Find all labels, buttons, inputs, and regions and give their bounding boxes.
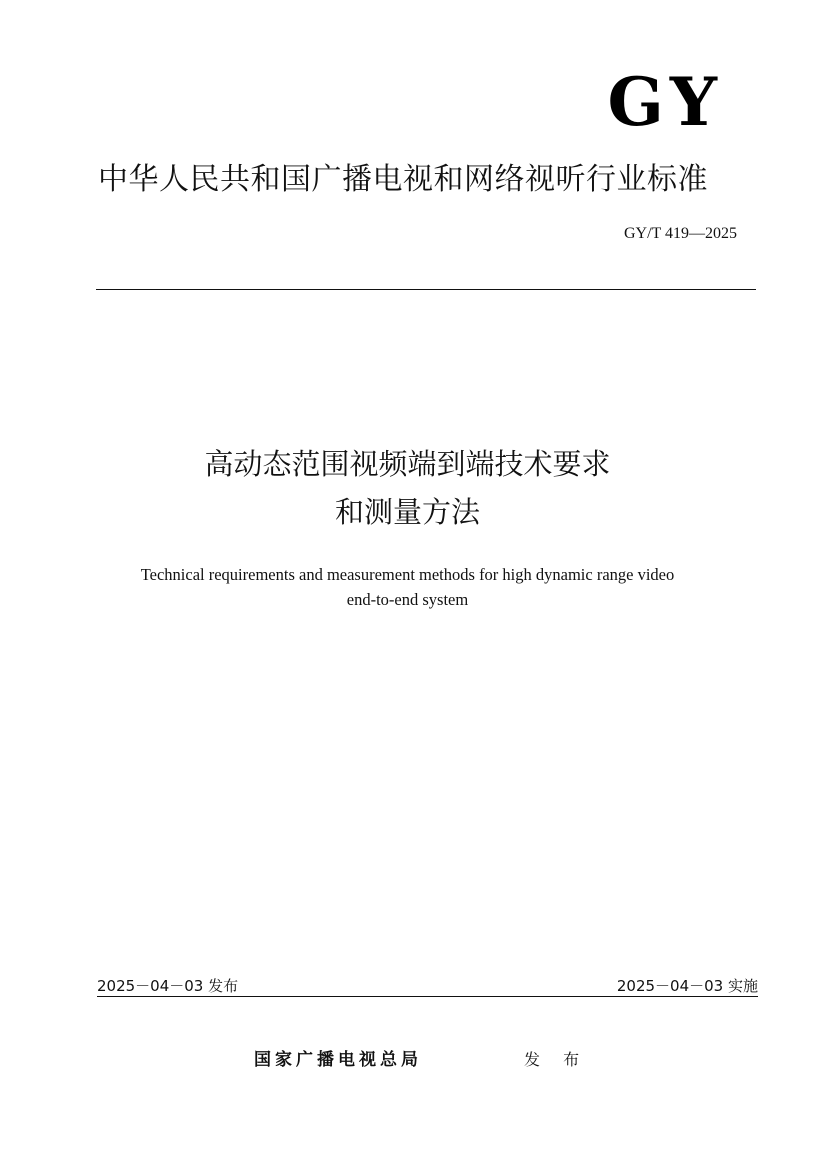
date-row bbox=[97, 976, 758, 997]
standard-category: 中华人民共和国广播电视和网络视听行业标准 bbox=[98, 162, 708, 197]
issuing-authority: 国家广播电视总局 bbox=[254, 1050, 422, 1070]
standard-code: GY/T 419—2025 bbox=[623, 225, 737, 242]
title-chinese-line-1: 高动态范围视频端到端技术要求 bbox=[204, 447, 611, 481]
header-divider bbox=[96, 289, 756, 290]
title-chinese-line-2: 和测量方法 bbox=[334, 495, 480, 529]
title-chinese bbox=[0, 440, 815, 536]
implementation-date: 2025－04－03 实施 bbox=[616, 977, 758, 995]
title-english bbox=[0, 562, 815, 612]
title-english-line-2: end-to-end system bbox=[346, 590, 469, 609]
gy-logo: GY bbox=[607, 63, 723, 141]
publish-date: 2025－04－03 发布 bbox=[97, 977, 239, 995]
issue-label: 发 布 bbox=[524, 1050, 589, 1069]
title-english-line-1: Technical requirements and measurement methods for high dynamic range video bbox=[140, 565, 675, 584]
